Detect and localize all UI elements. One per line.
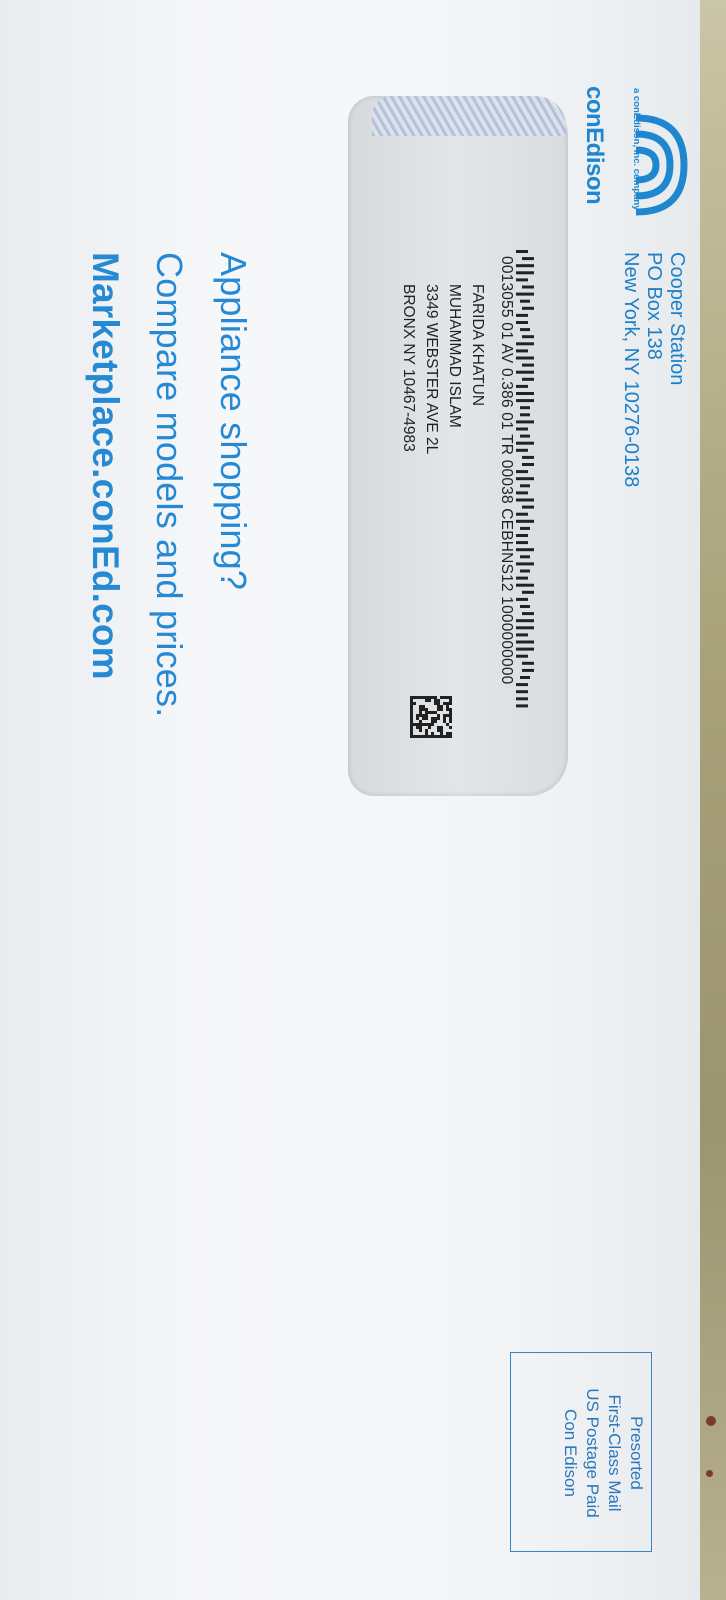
matrix-module <box>437 699 440 702</box>
barcode-bar <box>522 307 534 310</box>
barcode-bar <box>522 506 534 509</box>
matrix-module <box>425 696 428 699</box>
matrix-module <box>425 729 428 732</box>
barcode-bar <box>516 399 534 402</box>
matrix-module <box>416 726 419 729</box>
matrix-module <box>425 714 428 717</box>
matrix-module <box>437 726 440 729</box>
barcode-bar <box>516 392 534 395</box>
postage-text <box>559 1365 647 1541</box>
matrix-module <box>422 723 425 726</box>
promo-headline: Appliance shopping? <box>213 252 254 591</box>
barcode-bar <box>520 605 530 608</box>
postage-line: Presorted <box>627 1416 646 1490</box>
promo-url: Marketplace.conEd.com <box>85 252 126 680</box>
barcode-bar <box>522 463 534 466</box>
matrix-module <box>428 726 431 729</box>
matrix-module <box>410 723 413 726</box>
barcode-bar <box>520 413 530 416</box>
matrix-module <box>446 705 449 708</box>
matrix-module <box>434 711 437 714</box>
barcode-bar <box>522 612 534 615</box>
matrix-module <box>422 705 425 708</box>
matrix-module <box>425 717 428 720</box>
matrix-module <box>428 699 431 702</box>
stain-mark <box>706 1416 716 1426</box>
matrix-module <box>437 714 440 717</box>
logo-tagline: a conEdison, inc. company <box>631 88 642 211</box>
matrix-module <box>446 714 449 717</box>
matrix-module <box>431 720 434 723</box>
matrix-module <box>410 732 413 735</box>
matrix-module <box>434 720 437 723</box>
barcode-bar <box>522 591 534 594</box>
barcode-bar <box>520 300 530 303</box>
matrix-module <box>440 735 443 738</box>
return-address-line: New York, NY 10276-0138 <box>620 252 642 488</box>
matrix-module <box>446 732 449 735</box>
return-address <box>619 252 688 487</box>
matrix-module <box>416 735 419 738</box>
matrix-module <box>428 711 431 714</box>
matrix-module <box>449 726 452 729</box>
matrix-module <box>443 702 446 705</box>
matrix-module <box>434 735 437 738</box>
logo-wordmark: conEdison <box>581 86 608 205</box>
matrix-module <box>437 708 440 711</box>
barcode-bar <box>522 456 534 459</box>
matrix-module <box>440 696 443 699</box>
barcode-bar <box>520 435 530 438</box>
barcode-bar <box>516 264 534 267</box>
matrix-module <box>443 714 446 717</box>
postal-barcode <box>516 250 534 715</box>
barcode-bar <box>520 527 530 530</box>
barcode-bar <box>522 669 534 672</box>
matrix-module <box>425 723 428 726</box>
barcode-bar <box>520 328 530 331</box>
matrix-module <box>428 723 431 726</box>
matrix-module <box>449 717 452 720</box>
matrix-module <box>437 705 440 708</box>
barcode-bar <box>522 364 534 367</box>
promo-subline: Compare models and prices. <box>149 252 190 718</box>
matrix-module <box>449 708 452 711</box>
matrix-module <box>425 735 428 738</box>
matrix-module <box>428 696 431 699</box>
matrix-module <box>443 720 446 723</box>
barcode-bar <box>520 676 530 679</box>
matrix-module <box>440 705 443 708</box>
barcode-bar <box>522 286 534 289</box>
mail-code-line: 0013055 01 AV 0.386 01 TR 00038 CEBHNS12 1000000000 <box>498 256 515 685</box>
matrix-module <box>419 705 422 708</box>
matrix-module <box>410 702 413 705</box>
matrix-module <box>410 726 413 729</box>
matrix-module <box>431 732 434 735</box>
matrix-module <box>437 735 440 738</box>
matrix-module <box>422 708 425 711</box>
barcode-bar <box>516 477 534 480</box>
stain-mark <box>706 1470 713 1477</box>
matrix-module <box>410 714 413 717</box>
barcode-bar <box>520 570 530 573</box>
postage-line: First-Class Mail <box>605 1394 624 1512</box>
promo-message <box>73 252 265 717</box>
postage-line: Con Edison <box>561 1409 580 1497</box>
recipient-address-block <box>397 256 518 684</box>
matrix-module <box>419 711 422 714</box>
matrix-module <box>449 735 452 738</box>
matrix-module <box>431 717 434 720</box>
postage-indicia <box>510 1352 652 1552</box>
matrix-module <box>410 720 413 723</box>
barcode-bar <box>520 555 530 558</box>
matrix-module <box>449 714 452 717</box>
recipient-line: 3349 WEBSTER AVE 2L <box>423 284 440 455</box>
barcode-bar <box>520 406 530 409</box>
background-surface <box>700 0 726 1600</box>
matrix-module <box>419 723 422 726</box>
matrix-module <box>434 717 437 720</box>
return-address-line: PO Box 138 <box>643 252 665 360</box>
barcode-bar <box>516 499 534 502</box>
matrix-module <box>410 696 413 699</box>
matrix-module <box>413 723 416 726</box>
matrix-module <box>434 702 437 705</box>
matrix-module <box>422 717 425 720</box>
matrix-module <box>446 735 449 738</box>
barcode-bar <box>516 442 534 445</box>
barcode-bar <box>516 520 534 523</box>
recipient-line: BRONX NY 10467-4983 <box>400 284 417 452</box>
barcode-bar <box>516 293 534 296</box>
barcode-bar <box>522 662 534 665</box>
matrix-module <box>416 723 419 726</box>
recipient-line: FARIDA KHATUN <box>469 284 486 407</box>
matrix-module <box>431 711 434 714</box>
barcode-bar <box>522 378 534 381</box>
barcode-bar <box>516 619 534 622</box>
barcode-bar <box>516 584 534 587</box>
barcode-bar <box>516 648 534 651</box>
matrix-module <box>419 696 422 699</box>
barcode-bar <box>516 697 528 700</box>
matrix-module <box>440 708 443 711</box>
matrix-module <box>410 729 413 732</box>
barcode-bar <box>516 371 534 374</box>
barcode-bar <box>516 641 534 644</box>
matrix-module <box>449 711 452 714</box>
postage-line: US Postage Paid <box>583 1388 602 1518</box>
matrix-module <box>419 726 422 729</box>
matrix-module <box>422 696 425 699</box>
matrix-module <box>443 696 446 699</box>
barcode-bar <box>516 626 534 629</box>
matrix-module <box>443 717 446 720</box>
barcode-bar <box>516 250 528 253</box>
barcode-bar <box>516 548 534 551</box>
matrix-module <box>446 696 449 699</box>
barcode-bar <box>516 704 528 707</box>
matrix-module <box>419 714 422 717</box>
matrix-module <box>425 711 428 714</box>
matrix-module <box>413 702 416 705</box>
barcode-bar <box>516 357 534 360</box>
matrix-module <box>419 735 422 738</box>
matrix-module <box>449 699 452 702</box>
barcode-bar <box>522 257 534 260</box>
matrix-module <box>410 708 413 711</box>
barcode-bar <box>516 690 528 693</box>
barcode-bar <box>516 342 534 345</box>
matrix-module <box>416 696 419 699</box>
matrix-module <box>443 735 446 738</box>
matrix-module <box>410 735 413 738</box>
matrix-module <box>413 735 416 738</box>
return-address-line: Cooper Station <box>666 252 688 386</box>
barcode-bar <box>516 420 534 423</box>
matrix-module <box>416 717 419 720</box>
matrix-module <box>413 696 416 699</box>
matrix-module <box>419 729 422 732</box>
matrix-module <box>449 696 452 699</box>
matrix-module <box>431 696 434 699</box>
matrix-module <box>410 705 413 708</box>
matrix-module <box>425 699 428 702</box>
barcode-bar <box>522 335 534 338</box>
matrix-module <box>425 708 428 711</box>
matrix-module <box>419 720 422 723</box>
barcode-bar <box>520 484 530 487</box>
matrix-module <box>419 708 422 711</box>
matrix-module <box>440 726 443 729</box>
matrix-module <box>410 717 413 720</box>
data-matrix-code <box>410 696 452 738</box>
matrix-module <box>410 711 413 714</box>
matrix-module <box>425 732 428 735</box>
matrix-module <box>437 729 440 732</box>
matrix-module <box>446 702 449 705</box>
matrix-module <box>431 723 434 726</box>
matrix-module <box>449 732 452 735</box>
matrix-module <box>428 735 431 738</box>
matrix-module <box>446 723 449 726</box>
matrix-module <box>440 732 443 735</box>
matrix-module <box>431 735 434 738</box>
recipient-line: MUHAMMAD ISLAM <box>446 284 463 428</box>
matrix-module <box>422 714 425 717</box>
barcode-bar <box>516 271 534 274</box>
matrix-module <box>440 729 443 732</box>
matrix-module <box>434 699 437 702</box>
barcode-bar <box>516 562 534 565</box>
matrix-module <box>446 708 449 711</box>
matrix-module <box>434 696 437 699</box>
matrix-module <box>437 717 440 720</box>
matrix-module <box>437 702 440 705</box>
matrix-module <box>449 702 452 705</box>
matrix-module <box>422 735 425 738</box>
security-tint-pattern <box>372 96 566 136</box>
matrix-module <box>416 714 419 717</box>
matrix-module <box>449 720 452 723</box>
matrix-module <box>410 699 413 702</box>
